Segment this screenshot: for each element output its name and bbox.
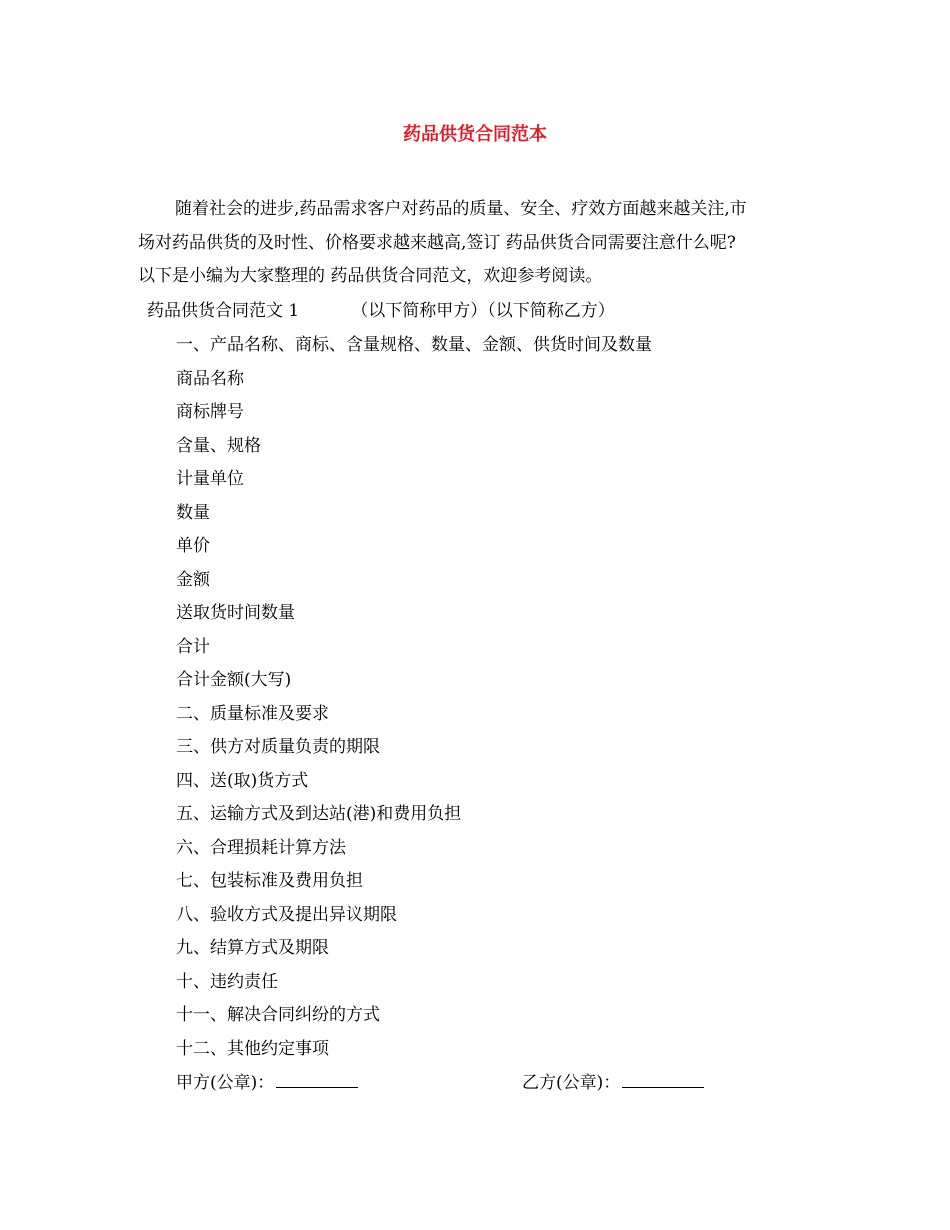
contract-subheading <box>147 299 615 323</box>
clause-item: 七、包装标准及费用负担 <box>176 871 363 891</box>
document-title: 药品供货合同范本 <box>403 124 547 145</box>
clause-item: 送取货时间数量 <box>176 603 295 623</box>
clause-item: 十一、解决合同纠纷的方式 <box>176 1005 380 1025</box>
clause-item: 合计金额(大写) <box>176 670 292 690</box>
clause-item: 四、送(取)货方式 <box>176 770 309 791</box>
party-a-signature <box>176 1071 358 1095</box>
clause-item: 计量单位 <box>176 469 244 489</box>
subheading-parties: （以下简称甲方）（以下简称乙方） <box>351 301 615 321</box>
clause-item: 合计 <box>176 636 210 657</box>
party-a-label: 甲方(公章)： <box>176 1073 275 1093</box>
clause-item: 一、产品名称、商标、含量规格、数量、金额、供货时间及数量 <box>176 335 652 355</box>
intro-line: 场对药品供货的及时性、价格要求越来越高,签订 药品供货合同需要注意什么呢? <box>138 232 736 253</box>
clause-item: 十、违约责任 <box>176 971 278 992</box>
intro-line: 随着社会的进步,药品需求客户对药品的质量、安全、疗效方面越来越关注,市 <box>175 199 747 219</box>
intro-paragraph <box>138 193 828 294</box>
clause-item: 数量 <box>176 502 210 523</box>
contract-clause-list <box>176 333 652 1070</box>
clause-item: 六、合理损耗计算方法 <box>176 837 346 858</box>
intro-line: 以下是小编为大家整理的 药品供货合同范文，欢迎参考阅读。 <box>138 266 603 286</box>
clause-item: 商标牌号 <box>176 402 244 422</box>
clause-item: 单价 <box>176 536 210 556</box>
party-b-label: 乙方(公章)： <box>522 1073 621 1093</box>
clause-item: 八、验收方式及提出异议期限 <box>176 904 397 925</box>
clause-item: 五、运输方式及到达站(港)和费用负担 <box>176 804 462 824</box>
clause-item: 金额 <box>176 569 210 590</box>
party-b-signature-blank <box>622 1071 704 1088</box>
clause-item: 商品名称 <box>176 368 244 389</box>
subheading-title: 药品供货合同范文 1 <box>147 301 300 321</box>
clause-item: 十二、其他约定事项 <box>176 1038 329 1059</box>
clause-item: 九、结算方式及期限 <box>176 938 329 958</box>
clause-item: 含量、规格 <box>176 435 261 456</box>
party-a-signature-blank <box>276 1071 358 1088</box>
clause-item: 二、质量标准及要求 <box>176 703 329 724</box>
clause-item: 三、供方对质量负责的期限 <box>176 737 380 757</box>
party-b-signature <box>522 1071 704 1095</box>
